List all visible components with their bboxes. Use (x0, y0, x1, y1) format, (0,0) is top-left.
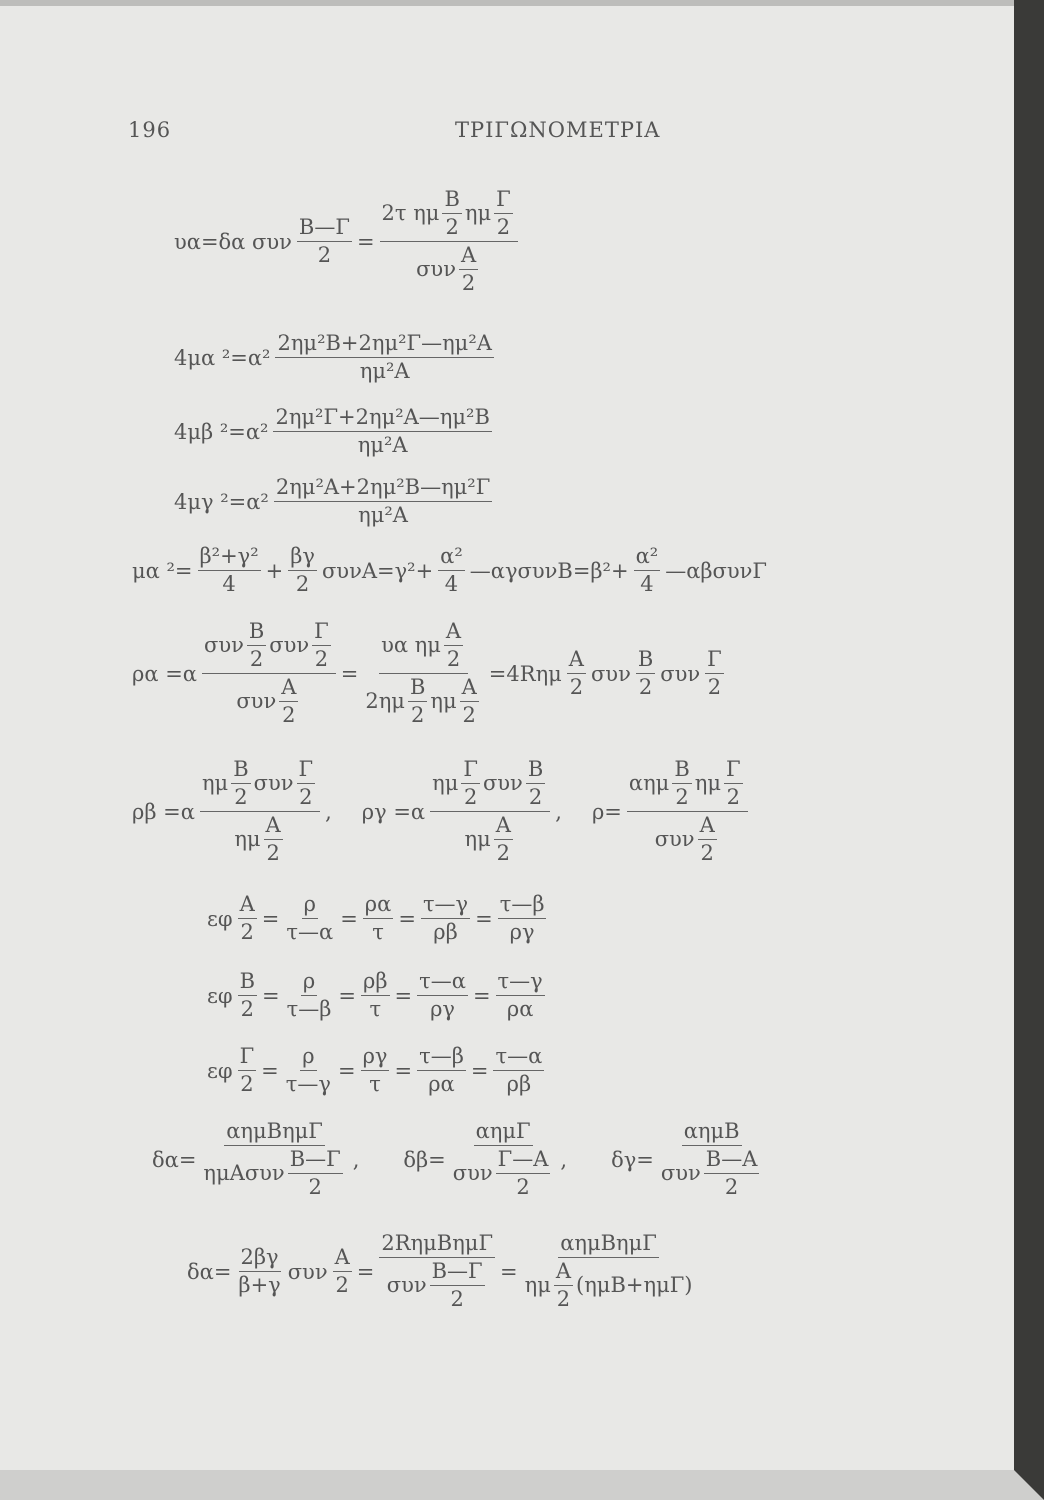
equation-median-a: 4μα ²=α² $\frac{\text{2ημ²B+2ημ²Γ—ημ²A}}{\text{ημ²A}}$ (174, 331, 492, 384)
equation-median-b: 4μβ ²=α² $\frac{\text{2ημ²Γ+2ημ²A—ημ²B}}{\text{ημ²A}}$ (174, 405, 490, 458)
equation-tan-half-a: εφ $\frac{A}{2}$ = $\frac{\rho}{\tau—\alpha}$ = $\frac{\rho\alpha}{\tau}$ = $\frac{\tau—\gamma}{\rho\beta}$ = $\frac{\tau—\beta}{\rho\gamma}$ (207, 892, 545, 945)
equation-median-c: 4μγ ²=α² $\frac{\text{2ημ²A+2ημ²B—ημ²Γ}}{\text{ημ²A}}$ (174, 475, 491, 528)
fraction: $\frac{\text{2ημ²A+2ημ²B—ημ²Γ}}{\text{ημ²A}}$ (275, 475, 491, 528)
fraction: $\frac{B—\Gamma}{2}$ (298, 215, 350, 268)
fraction: $\frac{\text{2ημ²B+2ημ²Γ—ημ²A}}{\text{ημ²A}}$ (277, 331, 492, 384)
equation-exradius-bc: ρβ =α ημ $\frac{B}{2}$ συν $\frac{\Gamma}{2}$ ημ $\frac{A}{2}$ , ργ =α ημ $\frac{\Gamma}{2}$ συν $\frac{B}{2}$ ημ $\frac{A}{2}$ , ρ= αημ $\frac{B}{2}$ ημ $\frac{\Gamma}{2}$ συν $\frac{A}{2}$ (130, 758, 751, 865)
equation-exradius-a: ρα =α συν $\frac{B}{2}$ συν $\frac{\Gamma}{2}$ συν $\frac{A}{2}$ = υα ημ $\frac{A}{2}$ 2ημ $\frac{B}{2}$ ημ $\frac{A}{2}$ =4Rημ $\frac{A}{2}$ συν $\frac{B}{2}$ συν $\frac{\Gamma}{2}$ (132, 619, 722, 728)
equation-median-expanded: μα ²= $\frac{\text{β²+γ²}}{4}$ + $\frac{\beta\gamma}{2}$ συνA=γ²+ $\frac{\text{α²}}{4}$ —αγσυνB=β²+ $\frac{\text{α²}}{4}$ —αβσυνΓ (132, 544, 767, 597)
fraction: 2τ ημ $\frac{B}{2}$ ημ $\frac{\Gamma}{2}$ συν $\frac{A}{2}$ (380, 188, 518, 295)
equation-tan-half-b: εφ $\frac{B}{2}$ = $\frac{\rho}{\tau—\beta}$ = $\frac{\rho\beta}{\tau}$ = $\frac{\tau—\alpha}{\rho\gamma}$ = $\frac{\tau—\gamma}{\rho\alpha}$ (207, 969, 543, 1022)
equation-bisectors: δα= αημBημΓ ημAσυν $\frac{B—\Gamma}{2}$ , δβ= αημΓ συν $\frac{\Gamma—A}{2}$ , δγ= αημB συν $\frac{B—A}{2}$ (152, 1119, 758, 1200)
equation-tan-half-c: εφ $\frac{\Gamma}{2}$ = $\frac{\rho}{\tau—\gamma}$ = $\frac{\rho\gamma}{\tau}$ = $\frac{\tau—\beta}{\rho\alpha}$ = $\frac{\tau—\alpha}{\rho\beta}$ (207, 1044, 543, 1097)
page-number: 196 (128, 118, 172, 142)
running-title: ΤΡΙΓΩΝΟΜΕΤΡΙΑ (455, 118, 661, 142)
equation-bisector-expanded: δα= $\frac{2\beta\gamma}{\beta+\gamma}$ συν $\frac{A}{2}$ = 2RημBημΓ συν $\frac{B—\Gamma}{2}$ = αημBημΓ ημ $\frac{A}{2}$ (ημB+ημΓ) (187, 1231, 693, 1312)
fraction: $\frac{\text{2ημ²Γ+2ημ²A—ημ²B}}{\text{ημ²A}}$ (275, 405, 490, 458)
equation-altitude: υα=δα συν $\frac{B—\Gamma}{2}$ = 2τ ημ $\frac{B}{2}$ ημ $\frac{\Gamma}{2}$ συν $\frac{A}{2}$ (172, 188, 521, 295)
